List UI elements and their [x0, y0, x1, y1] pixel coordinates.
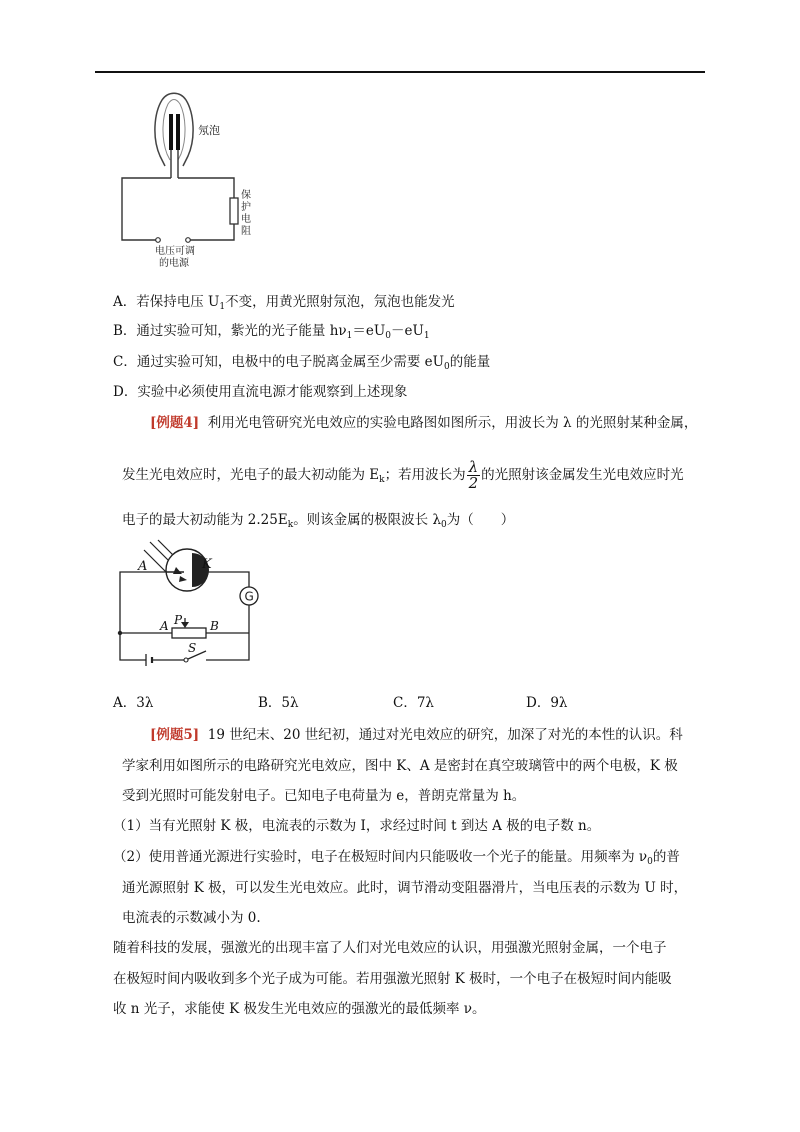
example4-option-a: A．3λ [113, 695, 154, 711]
source-label: 的电源 [159, 258, 189, 269]
example4-line2: 发生光电效应时，光电子的最大初动能为 $E_k$；若用波长为 $\frac{\lambda}{2}$ 的光照射该金属发生光电效应时光 [122, 458, 684, 492]
rheostat-a-label: A [160, 619, 169, 633]
example4-tag: [例题4] [150, 415, 200, 431]
resistor-label-char: 阻 [241, 226, 251, 237]
source-label: 电压可调 [155, 246, 195, 257]
slider-arrow [181, 622, 189, 628]
example5-question2-line3: 电流表的示数减小为 0. [122, 910, 261, 926]
electrode-k-label: K [202, 557, 212, 572]
option-d: D．实验中必须使用直流电源才能观察到上述现象 [113, 384, 408, 400]
header-rule [95, 71, 705, 73]
switch-s-label: S [188, 641, 197, 655]
example5-line3: 受到光照时可能发射电子。已知电子电荷量为 e，普朗克常量为 h。 [122, 788, 526, 804]
resistor-label-char: 护 [241, 202, 251, 213]
galvanometer-label: G [244, 589, 254, 604]
lambda-half-fraction: $\frac{\lambda}{2}$ [468, 458, 479, 492]
option-c: C．通过实验可知，电极中的电子脱离金属至少需要 $eU_0$的能量 [113, 354, 491, 372]
option-b: B．通过实验可知，紫光的光子能量 $h\nu_1=eU_0-eU_1$ [113, 323, 430, 341]
resistor-label-char: 电 [241, 214, 251, 225]
example5-tag: [例题5] [150, 727, 200, 743]
example4-option-b: B．5λ [258, 695, 299, 711]
example5-paragraph-line3: 收 n 光子，求能使 K 极发生光电效应的强激光的最低频率 ν。 [113, 1001, 486, 1017]
example5-line1: [例题5] 19 世纪末、20 世纪初，通过对光电效应的研究，加深了对光的本性的认识。科 [150, 727, 683, 743]
example5-question1: （1）当有光照射 K 极，电流表的示数为 I，求经过时间 t 到达 A 极的电子数 n。 [113, 818, 601, 834]
rheostat-b-label: B [210, 619, 219, 633]
example5-paragraph-line2: 在极短时间内吸收到多个光子成为可能。若用强激光照射 K 极时，一个电子在极短时间内能吸 [113, 971, 672, 987]
example5-question2-line2: 通光源照射 K 极，可以发生光电效应。此时，调节滑动变阻器滑片，当电压表的示数为 U 时， [122, 880, 688, 896]
electrode-a-label: A [138, 559, 148, 574]
phototube-circuit-figure [110, 538, 270, 668]
option-a: A．若保持电压 $U_1$不变，用黄光照射氖泡，氖泡也能发光 [113, 294, 455, 312]
example4-option-c: C．7λ [393, 695, 434, 711]
example4-line3: 电子的最大初动能为 $2.25E_k$。则该金属的极限波长 $\lambda_0$为（ ） [122, 512, 515, 530]
example5-question2-line1: （2）使用普通光源进行实验时，电子在极短时间内只能吸收一个光子的能量。用频率为 $\nu_0$的普 [113, 849, 680, 867]
bulb-label: 氖泡 [198, 124, 220, 137]
example5-line2: 学家利用如图所示的电路研究光电效应，图中 K、A 是密封在真空玻璃管中的两个电极，K 极 [122, 758, 678, 774]
example5-paragraph-line1: 随着科技的发展，强激光的出现丰富了人们对光电效应的认识，用强激光照射金属，一个电子 [113, 940, 667, 956]
neon-bulb-circuit-figure [110, 88, 260, 270]
protective-resistor [230, 198, 238, 224]
example4-line1: [例题4] 利用光电管研究光电效应的实验电路图如图所示，用波长为 λ 的光照射某种金属， [150, 415, 698, 431]
rheostat [172, 628, 206, 638]
slider-p-label: P [174, 613, 183, 627]
example4-option-d: D．9λ [526, 695, 568, 711]
resistor-label-char: 保 [241, 190, 251, 201]
